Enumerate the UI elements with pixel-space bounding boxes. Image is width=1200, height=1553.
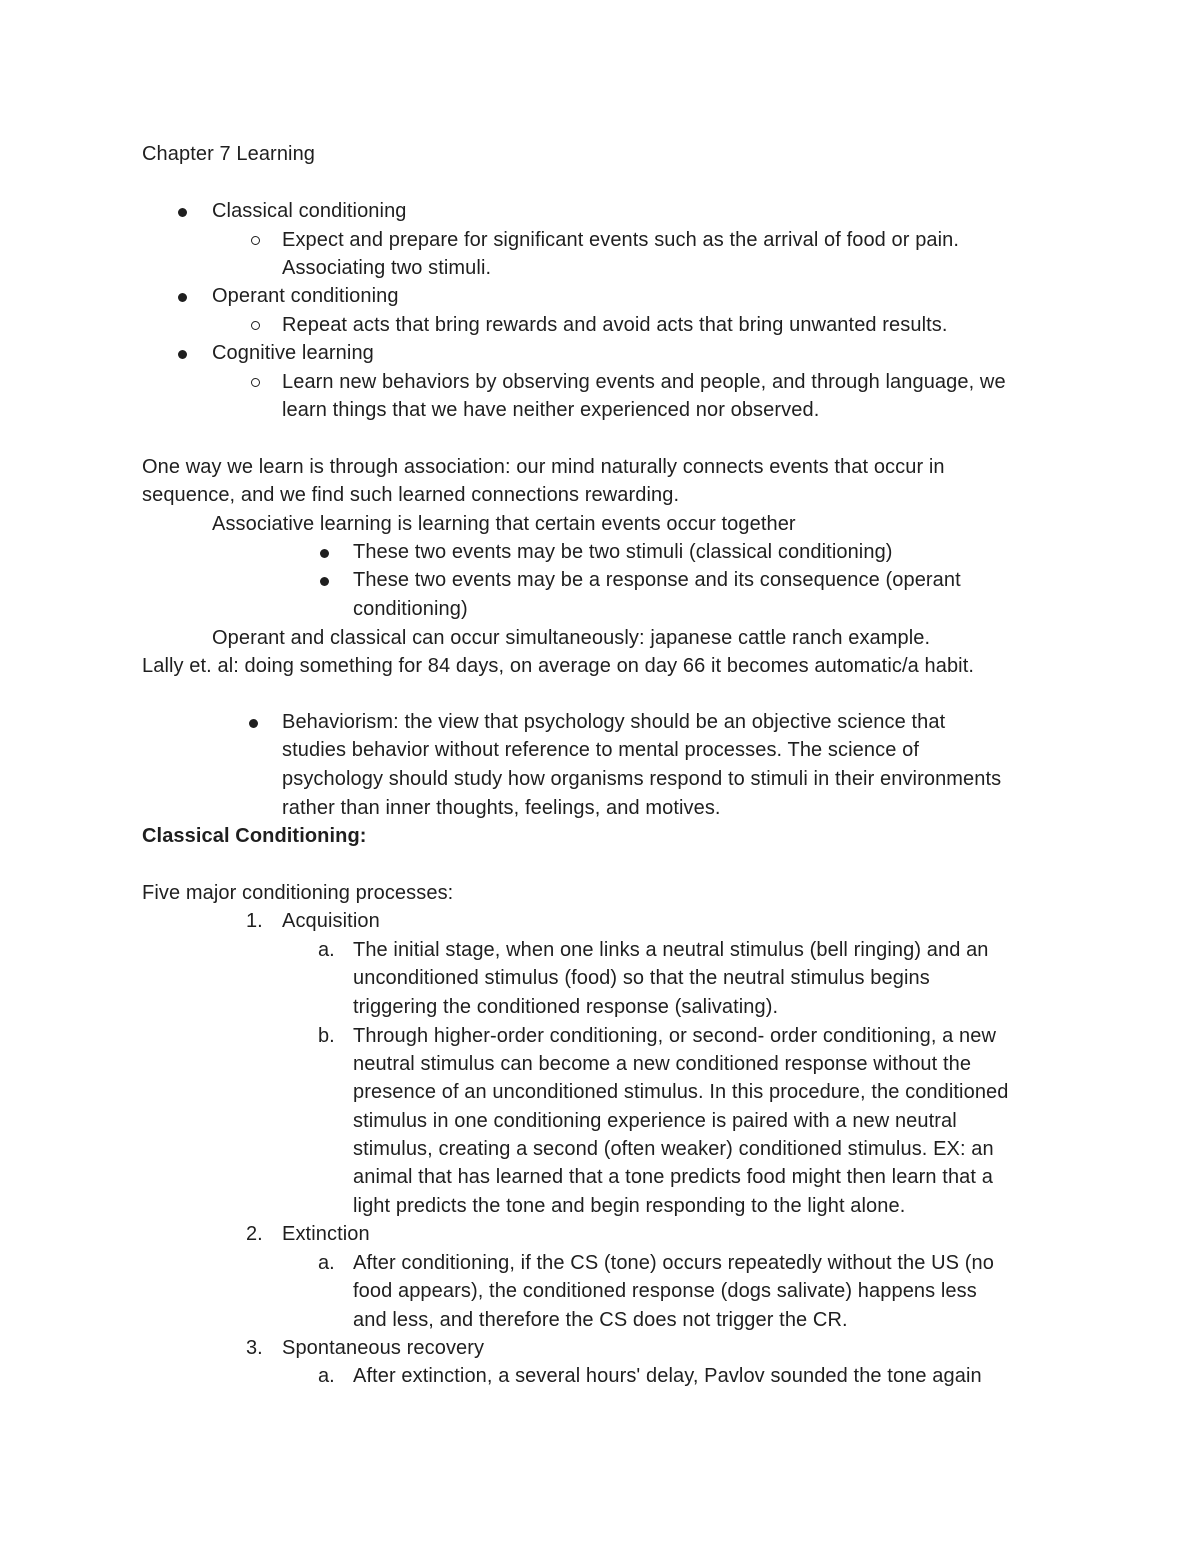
bullet-dot-icon: [178, 350, 187, 359]
list-item-text: The initial stage, when one links a neutral stimulus (bell ringing) and an: [353, 939, 989, 961]
list-item-text: rather than inner thoughts, feelings, and motives.: [282, 797, 721, 819]
list-item-text: and less, and therefore the CS does not trigger the CR.: [353, 1309, 848, 1331]
list-item-text: studies behavior without reference to mental processes. The science of: [282, 739, 919, 761]
list-item-text: conditioning): [353, 598, 468, 620]
list-item-text: Expect and prepare for significant events such as the arrival of food or pain.: [282, 229, 960, 251]
list-item-label: Acquisition: [282, 910, 380, 932]
list-letter: a.: [318, 1252, 335, 1274]
list-item-text: Repeat acts that bring rewards and avoid acts that bring unwanted results.: [282, 314, 948, 336]
bullet-circle-icon: [251, 378, 260, 387]
paragraph-line: One way we learn is through association: our mind naturally connects events that occur in: [142, 456, 945, 478]
list-item-text: psychology should study how organisms respond to stimuli in their environments: [282, 768, 1002, 790]
bullet-dot-icon: [178, 293, 187, 302]
list-item-label: Spontaneous recovery: [282, 1337, 485, 1359]
list-letter: b.: [318, 1025, 335, 1047]
paragraph-line: Operant and classical can occur simultaneously: japanese cattle ranch example.: [212, 627, 931, 649]
list-item-text: Behaviorism: the view that psychology should be an objective science that: [282, 711, 946, 733]
section-heading: Classical Conditioning:: [142, 825, 367, 847]
list-number: 2.: [246, 1223, 263, 1245]
list-item-text: presence of an unconditioned stimulus. In this procedure, the conditioned: [353, 1081, 1009, 1103]
bullet-circle-icon: [251, 321, 260, 330]
list-item-text: Through higher-order conditioning, or second- order conditioning, a new: [353, 1025, 997, 1047]
list-item-text: neutral stimulus can become a new conditioned response without the: [353, 1053, 972, 1075]
bullet-dot-icon: [178, 208, 187, 217]
list-item-text: animal that has learned that a tone predicts food might then learn that a: [353, 1166, 993, 1188]
paragraph-line: Five major conditioning processes:: [142, 882, 454, 904]
list-item-text: light predicts the tone and begin responding to the light alone.: [353, 1195, 906, 1217]
bullet-circle-icon: [251, 236, 260, 245]
list-item-text: stimulus, creating a second (often weaker) conditioned stimulus. EX: an: [353, 1138, 994, 1160]
list-item-text: unconditioned stimulus (food) so that the neutral stimulus begins: [353, 967, 930, 989]
list-letter: a.: [318, 1365, 335, 1387]
list-number: 3.: [246, 1337, 263, 1359]
list-item-label: Cognitive learning: [212, 342, 374, 364]
list-item-text: Associating two stimuli.: [282, 257, 492, 279]
list-letter: a.: [318, 939, 335, 961]
list-item-text: After conditioning, if the CS (tone) occurs repeatedly without the US (no: [353, 1252, 994, 1274]
bullet-dot-icon: [249, 719, 258, 728]
list-item-text: Learn new behaviors by observing events and people, and through language, we: [282, 371, 1006, 393]
list-item-label: Extinction: [282, 1223, 370, 1245]
list-item-text: stimulus in one conditioning experience is paired with a new neutral: [353, 1110, 957, 1132]
paragraph-line: sequence, and we find such learned connections rewarding.: [142, 484, 680, 506]
list-item-label: Classical conditioning: [212, 200, 407, 222]
list-number: 1.: [246, 910, 263, 932]
list-item-text: food appears), the conditioned response (dogs salivate) happens less: [353, 1280, 977, 1302]
bullet-dot-icon: [320, 577, 329, 586]
document-title: Chapter 7 Learning: [142, 143, 316, 165]
list-item-label: Operant conditioning: [212, 285, 399, 307]
bullet-dot-icon: [320, 549, 329, 558]
list-item-text: These two events may be two stimuli (classical conditioning): [353, 541, 893, 563]
list-item-text: These two events may be a response and its consequence (operant: [353, 569, 961, 591]
list-item-text: triggering the conditioned response (salivating).: [353, 996, 779, 1018]
list-item-text: learn things that we have neither experienced nor observed.: [282, 399, 820, 421]
paragraph-line: Lally et. al: doing something for 84 days, on average on day 66 it becomes automatic/a habit.: [142, 655, 975, 677]
list-item-text: After extinction, a several hours' delay, Pavlov sounded the tone again: [353, 1365, 982, 1387]
paragraph-line: Associative learning is learning that certain events occur together: [212, 513, 796, 535]
